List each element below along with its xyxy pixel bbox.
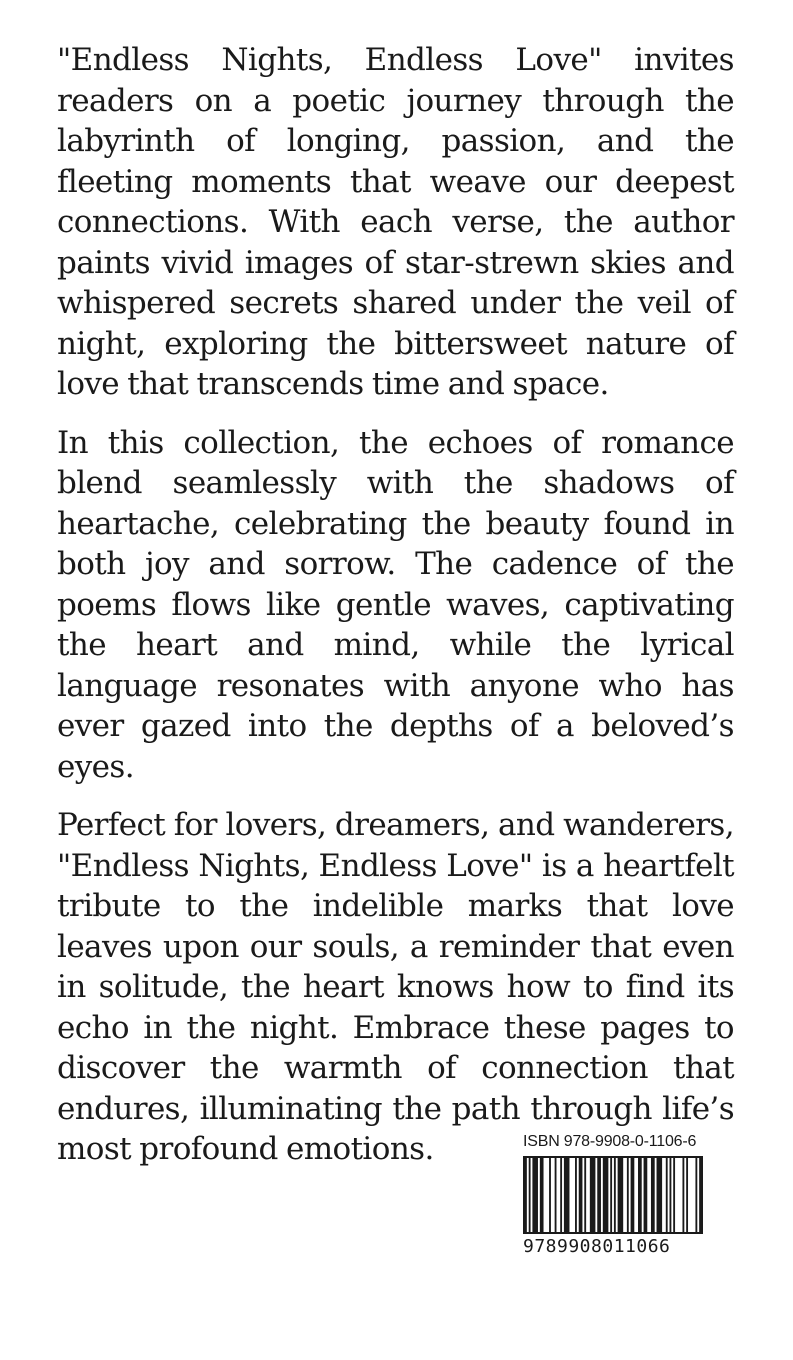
- barcode-bar: [575, 1158, 577, 1232]
- barcode-bar: [564, 1158, 570, 1232]
- description-paragraph-2: In this collection, the echoes of romance blend seamlessly with the shadows of heartache, celebrating the beauty found in both joy and sorrow. The cadence of the poems flows like gentle waves, captivating the heart and mind, while the lyrical language resonates with anyone who has ever gazed into the depths of a beloved’s eyes.: [57, 424, 734, 785]
- isbn-barcode-block: [523, 1133, 703, 1258]
- barcode-bar: [549, 1158, 551, 1232]
- barcode-bar: [610, 1158, 612, 1232]
- barcode-bar: [686, 1158, 688, 1232]
- barcode-bar: [614, 1158, 616, 1232]
- barcode-bar: [540, 1158, 544, 1232]
- barcode-bar: [644, 1158, 648, 1232]
- barcode-bar: [666, 1158, 668, 1232]
- barcode-bar: [584, 1158, 586, 1232]
- barcode-bar: [603, 1158, 609, 1232]
- barcode-bar: [597, 1158, 601, 1232]
- isbn-label: ISBN 978-9908-0-1106-6: [523, 1133, 697, 1150]
- barcode-bar: [657, 1158, 663, 1232]
- description-paragraph-1: "Endless Nights, Endless Love" invites readers on a poetic journey through the labyrinth of longing, passion, and the fleeting moments that weave our deepest connections. With each verse, the author paints vivid images of star-strewn skies and whispered secrets shared under the veil of night, exploring the bittersweet nature of love that transcends time and space.: [57, 42, 734, 402]
- barcode-bar: [560, 1158, 562, 1232]
- barcode-bar: [651, 1158, 655, 1232]
- barcode-bar: [525, 1158, 527, 1232]
- barcode-bar: [590, 1158, 596, 1232]
- barcode-bar: [627, 1158, 629, 1232]
- barcode-bar: [682, 1158, 684, 1232]
- barcode-bar: [532, 1158, 538, 1232]
- barcode-bar: [529, 1158, 531, 1232]
- barcode-bar: [579, 1158, 583, 1232]
- barcode-image: [523, 1156, 703, 1234]
- barcode-bar: [699, 1158, 701, 1232]
- isbn-barcode-number: 9789908011066: [523, 1236, 671, 1257]
- barcode-bar: [638, 1158, 642, 1232]
- barcode-bar: [618, 1158, 624, 1232]
- description-paragraph-3: Perfect for lovers, dreamers, and wanderers, "Endless Nights, Endless Love" is a heartfelt tribute to the indelible marks that love leaves upon our souls, a reminder that even in solitude, the heart knows how to find its echo in the night. Embrace these pages to discover the warmth of connection that endures, illuminating the path through life’s most profound emotions.: [57, 807, 734, 1167]
- barcode-bar: [695, 1158, 697, 1232]
- barcode-bar: [555, 1158, 557, 1232]
- barcode-bar: [673, 1158, 675, 1232]
- barcode-bar: [631, 1158, 635, 1232]
- barcode-bar: [670, 1158, 672, 1232]
- book-description: [57, 40, 734, 1188]
